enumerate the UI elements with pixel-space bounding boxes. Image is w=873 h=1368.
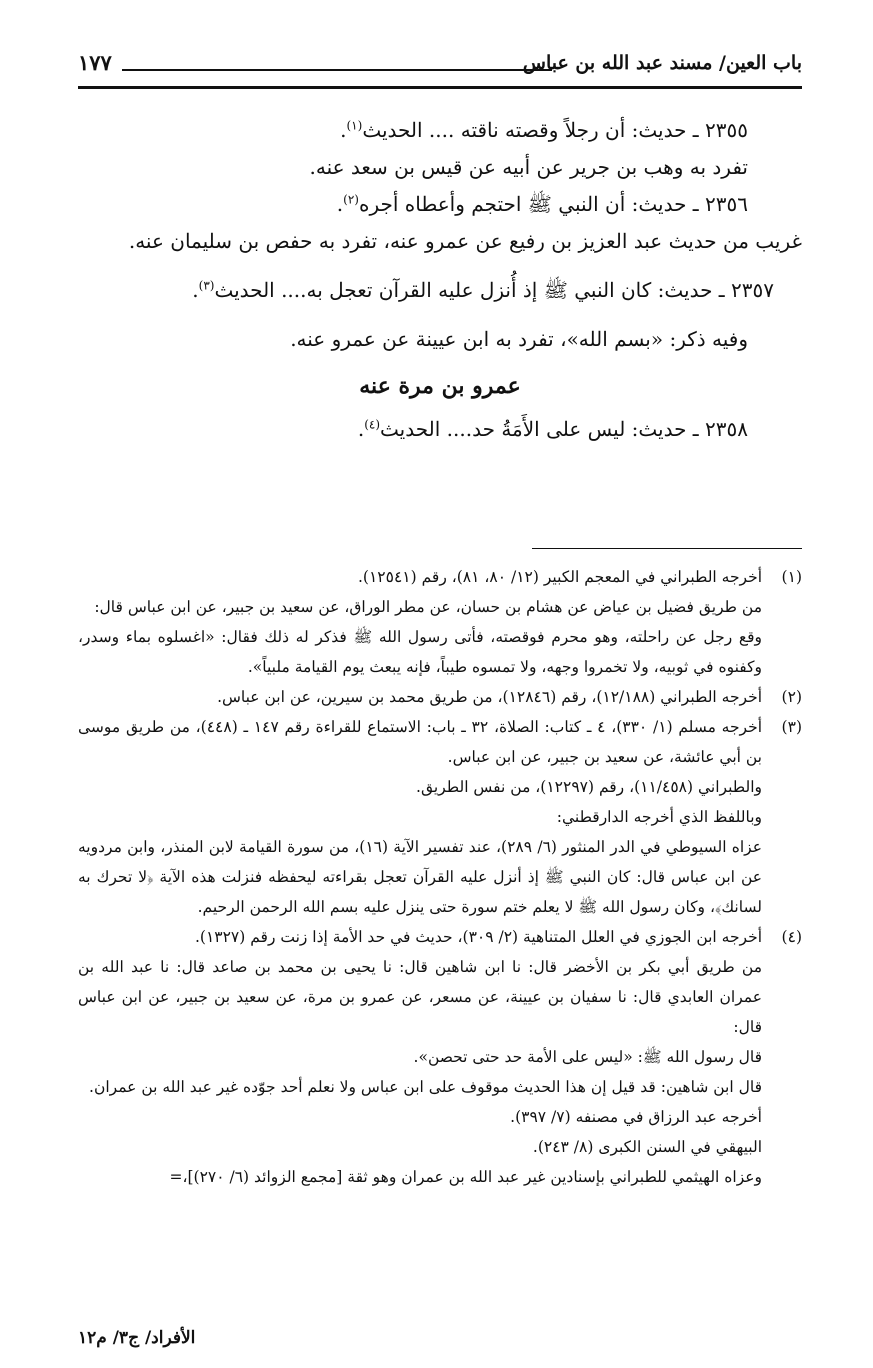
- hadith-2357-text: ٢٣٥٧ ـ حديث: كان النبي ﷺ إذ أُنزل عليه القرآن تعجل به.... الحديث: [214, 278, 774, 302]
- footnote-body: [78, 712, 762, 922]
- footnote-ref-1[interactable]: (١): [346, 118, 363, 133]
- footnotes: [78, 562, 802, 1192]
- hadith-2357-end: .: [192, 278, 199, 302]
- main-text: [78, 112, 802, 448]
- footnote-line: أخرجه الطبراني في المعجم الكبير (١٢/ ٨٠، ٨١)، رقم (١٢٥٤١).: [358, 568, 762, 586]
- hadith-2356-note: غريب من حديث عبد العزيز بن رفيع عن عمرو عنه، تفرد به حفص بن سليمان عنه.: [128, 229, 802, 253]
- footnote-line: من طريق فضيل بن عياض عن هشام بن حسان، عن مطر الوراق، عن سعيد بن جبير، عن ابن عباس قال:: [94, 598, 762, 616]
- footnote-ref-3[interactable]: (٣): [198, 278, 215, 293]
- footnote-line: أخرجه ابن الجوزي في العلل المتناهية (٢/ ٣٠٩)، حديث في حد الأمة إذا زنت رقم (١٣٢٧).: [194, 928, 762, 946]
- hadith-2355-note: تفرد به وهب بن جرير عن أبيه عن قيس بن سعد عنه.: [309, 155, 748, 179]
- hadith-2358-text: ٢٣٥٨ ـ حديث: ليس على الأَمَةُ حد.... الحديث: [380, 417, 748, 441]
- page-number: ١٧٧: [78, 50, 112, 75]
- hadith-2356-end: .: [336, 192, 344, 216]
- printer-signature: الأفراد/ ج٣/ م١٢: [78, 1328, 196, 1348]
- footnote-line: والطبراني (١١/٤٥٨)، رقم (١٢٢٩٧)، من نفس الطريق.: [416, 778, 762, 796]
- footnote-line: وعزاه الهيثمي للطبراني بإسنادين غير عبد الله بن عمران وهو ثقة [مجمع الزوائد (٦/ ٢٧٠)]،=: [169, 1168, 762, 1186]
- footnote-body: [78, 682, 762, 712]
- footnote-line: عزاه السيوطي في الدر المنثور (٦/ ٢٨٩)، عند تفسير الآية (١٦)، من سورة القيامة لابن المنذر، وابن مردويه عن ابن عباس قال: كان النبي ﷺ إذ أنزل عليه القرآن تعجل بقراءته ليحفظه فنزلت هذه الآية ﴿لا تحرك به لسانك﴾، وكان رسول الله ﷺ لا يعلم ختم سورة حتى ينزل عليه بسم الله الرحمن الرحيم.: [78, 838, 762, 916]
- footnote-line: أخرجه عبد الرزاق في مصنفه (٧/ ٣٩٧).: [510, 1108, 762, 1126]
- footnote-number: (٣): [781, 718, 802, 736]
- hadith-2356: [78, 186, 802, 223]
- hadith-2355: [78, 112, 802, 149]
- footnote-1: [78, 562, 802, 682]
- footnote-line: قال ابن شاهين: قد قيل إن هذا الحديث موقوف على ابن عباس ولا نعلم أحد جوّده غير عبد الله بن عمران.: [89, 1078, 762, 1096]
- hadith-2358-end: .: [357, 417, 365, 441]
- footnote-separator: [532, 548, 802, 549]
- footnote-body: [78, 922, 762, 1192]
- header-rule-thick: [78, 86, 802, 89]
- hadith-2355-text: ٢٣٥٥ ـ حديث: أن رجلاً وقصته ناقته .... الحديث: [362, 118, 748, 142]
- hadith-2356-text: ٢٣٥٦ ـ حديث: أن النبي ﷺ احتجم وأعطاه أجره: [358, 192, 748, 216]
- footnote-line: قال رسول الله ﷺ: «ليس على الأمة حد حتى تحصن».: [413, 1048, 762, 1066]
- hadith-2357: [78, 272, 802, 309]
- footnote-number: (١): [781, 568, 802, 586]
- footnote-number: (٤): [781, 928, 802, 946]
- section-heading: عمرو بن مرة عنه: [359, 373, 521, 399]
- hadith-2358: [78, 411, 802, 448]
- footnote-line: وقع رجل عن راحلته، وهو محرم فوقصته، فأتى رسول الله ﷺ فذكر له ذلك فقال: «اغسلوه بماء وسدر، وكفنوه في ثوبيه، ولا تخمروا وجهه، ولا تمسوه طيباً، فإنه يبعث يوم القيامة ملبياً».: [78, 628, 762, 676]
- footnote-ref-4[interactable]: (٤): [364, 417, 381, 432]
- footnote-4: [78, 922, 802, 1192]
- footnote-3: [78, 712, 802, 922]
- footnote-line: أخرجه الطبراني (١٢/١٨٨)، رقم (١٢٨٤٦)، من طريق محمد بن سيرين، عن ابن عباس.: [217, 688, 762, 706]
- header-title: باب العين/ مسند عبد الله بن عباس: [522, 52, 802, 74]
- footnote-ref-2[interactable]: (٢): [343, 192, 359, 207]
- footnote-body: [78, 562, 762, 682]
- hadith-2355-end: .: [340, 118, 347, 142]
- running-header: [78, 48, 802, 88]
- footnote-line: من طريق أبي بكر بن الأخضر قال: نا ابن شاهين قال: نا يحيى بن محمد بن صاعد قال: نا عبد الله بن عمران العابدي قال: نا سفيان بن عيينة، عن مسعر، عن عمرو بن مرة، عن سعيد بن جبير، عن ابن عباس قال:: [78, 958, 762, 1036]
- footnote-line: أخرجه مسلم (١/ ٣٣٠)، ٤ ـ كتاب: الصلاة، ٣٢ ـ باب: الاستماع للقراءة رقم ١٤٧ ـ (٤٤٨)، من طريق موسى بن أبي عائشة، عن سعيد بن جبير، عن ابن عباس.: [78, 718, 763, 766]
- footnote-2: [78, 682, 802, 712]
- footnote-line: وباللفظ الذي أخرجه الدارقطني:: [556, 808, 762, 826]
- hadith-2357-note: وفيه ذكر: «بسم الله»، تفرد به ابن عيينة عن عمرو عنه.: [290, 327, 748, 351]
- footnote-number: (٢): [781, 688, 802, 706]
- footnote-line: البيهقي في السنن الكبرى (٨/ ٢٤٣).: [532, 1138, 762, 1156]
- header-rule-thin: [122, 69, 552, 71]
